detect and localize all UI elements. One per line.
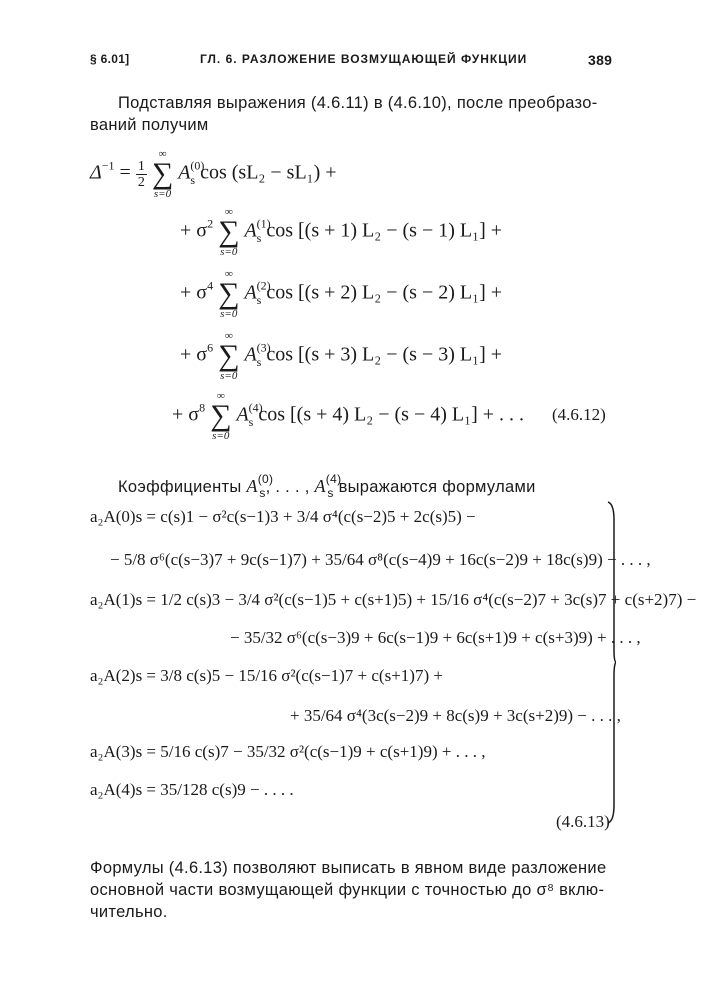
eq12-term-3-arg: cos [(s + 3) L₂ − (s − 3) L₁] + (266, 343, 503, 366)
eq13-label: (4.6.13) (556, 812, 610, 831)
page-number: 389 (588, 52, 613, 68)
eq13-line-6: + 35/64 σ⁴(3c(s−2)9 + 8c(s)9 + 3c(s+2)9) − . . . , (290, 706, 621, 725)
outro-line-1: Формулы (4.6.13) позволяют выписать в явном виде разложение (90, 859, 607, 877)
intro-line-2: ваний получим (90, 116, 209, 134)
eq13-line-5: a₂A(2)s = 3/8 c(s)5 − 15/16 σ²(c(s−1)7 + c(s+1)7) + (90, 666, 443, 685)
eq12-lhs: Δ (90, 161, 102, 184)
eq12-sum-2: ∞ ∑ s=0 (218, 268, 240, 320)
eq12-term-1-arg: cos [(s + 1) L₂ − (s − 1) L₁] + (266, 219, 503, 242)
coef-intro: Коэффициенты $A^{(0)}_s$, . . . , $A^{(4)}_s$ выражаются формулами (118, 472, 536, 500)
eq13-line-4: − 35/32 σ⁶(c(s−3)9 + 6c(s−1)9 + 6c(s+1)9 + c(s+3)9) + . . . , (230, 628, 641, 647)
eq12-sum-0: ∞ ∑ s=0 (151, 148, 174, 200)
eq12-first-line: $\Delta^{-1}$ = $\frac{1}{2}$ ∞ ∑ s=0 $A^{(0)}_s$ cos (sL₂ − sL₁) + (90, 148, 337, 200)
eq13-line-1: a₂A(0)s = c(s)1 − σ²c(s−1)3 + 3/4 σ⁴(c(s−2)5 + 2c(s)5) − (90, 507, 476, 526)
eq12-sum-1: ∞ ∑ s=0 (218, 206, 240, 258)
eq12-line-3: + $\sigma^4$ ∞ ∑ s=0 $A^{(2)}_s$ cos [(s + 2) L₂ − (s − 2) L₁] + (180, 268, 503, 320)
eq13-line-8: a₂A(4)s = 35/128 c(s)9 − . . . . (90, 780, 294, 799)
eq12-half: $\frac{1}{2}$ (137, 158, 145, 190)
eq12-label: (4.6.12) (552, 405, 606, 424)
eq12-sum-3: ∞ ∑ s=0 (218, 330, 240, 382)
outro-line-2: основной части возмущающей функции с точностью до σ⁸ вклю- (90, 881, 605, 899)
eq12-term-2-arg: cos [(s + 2) L₂ − (s − 2) L₁] + (266, 281, 503, 304)
eq13-line-7: a₂A(3)s = 5/16 c(s)7 − 35/32 σ²(c(s−1)9 + c(s+1)9) + . . . , (90, 742, 486, 761)
eq12-sum-4: ∞ ∑ s=0 (210, 390, 232, 442)
eq12-term-0-arg: cos (sL₂ − sL₁) + (200, 161, 337, 184)
eq12-term-4-arg: cos [(s + 4) L₂ − (s − 4) L₁] + . . . (258, 403, 525, 426)
eq12-lhs-exp: −1 (101, 158, 115, 173)
intro-line-1: Подставляя выражения (4.6.11) в (4.6.10), после преобразо- (118, 94, 598, 112)
header-section: § 6.01] (90, 52, 130, 66)
header-title: ГЛ. 6. РАЗЛОЖЕНИЕ ВОЗМУЩАЮЩЕЙ ФУНКЦИИ (200, 52, 528, 66)
right-brace (606, 500, 616, 825)
outro-line-3: чительно. (90, 903, 168, 921)
eq12-line-2: + $\sigma^2$ ∞ ∑ s=0 $A^{(1)}_s$ cos [(s + 1) L₂ − (s − 1) L₁] + (180, 206, 503, 258)
eq13-line-3: a₂A(1)s = 1/2 c(s)3 − 3/4 σ²(c(s−1)5 + c(s+1)5) + 15/16 σ⁴(c(s−2)7 + 3c(s)7 + c(s+2)7) − (90, 590, 697, 609)
eq12-line-4: + $\sigma^6$ ∞ ∑ s=0 $A^{(3)}_s$ cos [(s + 3) L₂ − (s − 3) L₁] + (180, 330, 503, 382)
eq13-line-2: − 5/8 σ⁶(c(s−3)7 + 9c(s−1)7) + 35/64 σ⁸(c(s−4)9 + 16c(s−2)9 + 18c(s)9) − . . . , (110, 550, 651, 569)
eq12-line-5: + $\sigma^8$ ∞ ∑ s=0 $A^{(4)}_s$ cos [(s + 4) L₂ − (s − 4) L₁] + . . . (172, 390, 525, 442)
